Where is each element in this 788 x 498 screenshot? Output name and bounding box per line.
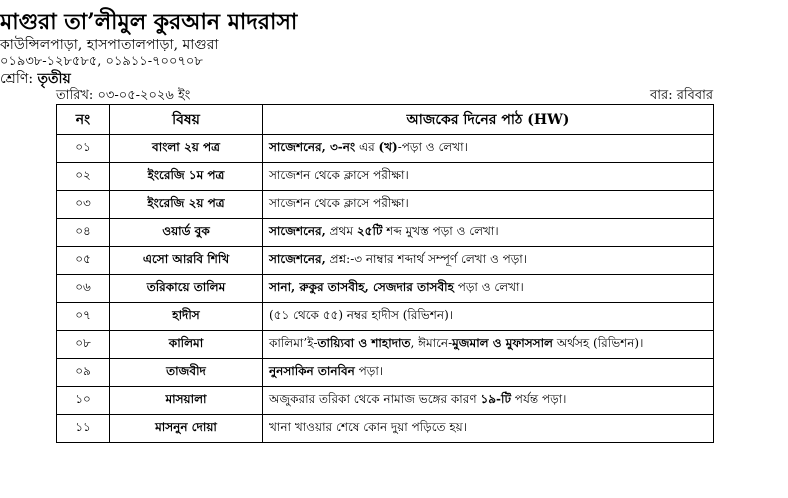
class-line: [0, 70, 788, 88]
phone-numbers: ০১৯৩৮-১২৮৫৮৫, ০১৯১১-৭০০৭০৮: [0, 54, 203, 69]
row-lesson: [263, 415, 714, 443]
lesson-segment: অর্থসহ (রিভিশন)।: [553, 335, 644, 350]
lesson-segment: ১৯-টি: [480, 391, 511, 406]
lesson-segment: , ঈমানে-: [410, 335, 453, 350]
row-subject: কালিমা: [110, 331, 263, 359]
row-lesson: [263, 247, 714, 275]
table-row: [57, 163, 714, 191]
row-number: ০২: [57, 163, 110, 191]
row-number: ০৯: [57, 359, 110, 387]
row-subject: হাদীস: [110, 303, 263, 331]
table-row: [57, 219, 714, 247]
lesson-segment: শব্দ মুখস্ত পড়া ও লেখা।: [382, 223, 499, 238]
lesson-segment: (৫১ থেকে ৫৫) নম্বর হাদীস (রিভিশন)।: [269, 307, 454, 322]
lesson-segment: পর্যন্ত পড়া।: [510, 391, 567, 406]
table-row: [57, 191, 714, 219]
lesson-segment: সাজেশনের,: [269, 251, 326, 266]
header-lesson: আজকের দিনের পাঠ (HW): [263, 105, 714, 135]
lesson-segment: সানা, রুকুর তাসবীহ, সেজদার তাসবীহ: [269, 279, 454, 294]
date-line: [56, 88, 190, 104]
header-no: নং: [57, 105, 110, 135]
lesson-segment: সাজেশন থেকে ক্লাসে পরীক্ষা।: [269, 167, 409, 182]
table-row: [57, 303, 714, 331]
row-lesson: [263, 387, 714, 415]
row-number: ০৭: [57, 303, 110, 331]
row-number: ০৪: [57, 219, 110, 247]
table-row: [57, 331, 714, 359]
header-subject: বিষয়: [110, 105, 263, 135]
lesson-segment: সাজেশন থেকে ক্লাসে পরীক্ষা।: [269, 195, 409, 210]
lesson-segment: তায়্যিবা ও শাহাদাত: [317, 335, 411, 350]
table-row: [57, 387, 714, 415]
row-subject: ওয়ার্ড বুক: [110, 219, 263, 247]
row-subject: বাংলা ২য় পত্র: [110, 135, 263, 163]
row-subject: ইংরেজি ২য় পত্র: [110, 191, 263, 219]
day-value: রবিবার: [676, 88, 713, 103]
lesson-segment: অজুকরার তরিকা থেকে নামাজ ভঙ্গের কারণ: [269, 391, 481, 406]
lesson-segment: পড়া।: [354, 363, 384, 378]
row-number: ০৮: [57, 331, 110, 359]
lesson-segment: সাজেশনের,: [269, 223, 326, 238]
day-label: বার:: [650, 88, 673, 103]
table-row: [57, 359, 714, 387]
lesson-segment: প্রথম: [325, 223, 357, 238]
row-subject: তরিকায়ে তালিম: [110, 275, 263, 303]
row-lesson: [263, 135, 714, 163]
row-lesson: [263, 275, 714, 303]
lesson-segment: মুজমাল ও মুফাসসাল: [452, 335, 554, 350]
school-name: মাগুরা তা’লীমুল কুরআন মাদরাসা: [0, 9, 298, 35]
date-label: তারিখ:: [56, 88, 94, 103]
row-subject: তাজবীদ: [110, 359, 263, 387]
table-row: [57, 415, 714, 443]
row-lesson: [263, 163, 714, 191]
row-subject: মাসনুন দোয়া: [110, 415, 263, 443]
row-subject: মাসয়ালা: [110, 387, 263, 415]
row-lesson: [263, 359, 714, 387]
lesson-segment: খানা খাওয়ার শেষে কোন দুয়া পড়িতে হয়।: [269, 419, 468, 434]
row-lesson: [263, 219, 714, 247]
lesson-segment: ২৫টি: [356, 223, 383, 238]
row-lesson: [263, 331, 714, 359]
class-label: শ্রেণি:: [0, 71, 34, 87]
homework-table: [56, 104, 714, 443]
lesson-segment: -পড়া ও লেখা।: [397, 139, 468, 154]
row-subject: এসো আরবি শিখি: [110, 247, 263, 275]
school-address: কাউন্সিলপাড়া, হাসপাতালপাড়া, মাগুরা: [0, 37, 219, 53]
date-value: ০৩-০৫-২০২৬ ইং: [97, 88, 191, 103]
row-number: ১১: [57, 415, 110, 443]
class-value: তৃতীয়: [37, 71, 71, 87]
table-body: [57, 135, 714, 443]
lesson-segment: (খ): [378, 139, 398, 154]
row-lesson: [263, 303, 714, 331]
day-line: [650, 88, 713, 104]
row-number: ১০: [57, 387, 110, 415]
table-row: [57, 275, 714, 303]
row-number: ০১: [57, 135, 110, 163]
lesson-segment: প্রশ্ন:-৩ নাম্বার শব্দার্থ সম্পূর্ণ লেখা ও পড়া।: [325, 251, 528, 266]
row-number: ০৩: [57, 191, 110, 219]
lesson-segment: পড়া ও লেখা।: [453, 279, 524, 294]
lesson-segment: এর: [355, 139, 379, 154]
lesson-segment: নুনসাকিন তানবিন: [269, 363, 355, 378]
row-number: ০৬: [57, 275, 110, 303]
table-row: [57, 247, 714, 275]
table-row: [57, 135, 714, 163]
row-number: ০৫: [57, 247, 110, 275]
lesson-segment: কালিমা’ই-: [269, 335, 318, 350]
table-header-row: [57, 105, 714, 135]
row-lesson: [263, 191, 714, 219]
lesson-segment: সাজেশনের, ৩-নং: [269, 139, 356, 154]
row-subject: ইংরেজি ১ম পত্র: [110, 163, 263, 191]
